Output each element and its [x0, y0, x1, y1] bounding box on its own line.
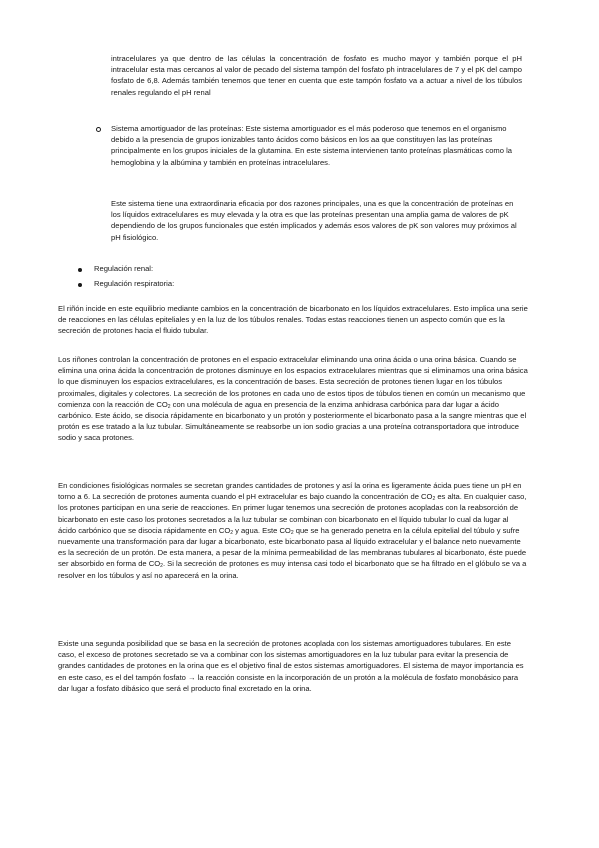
- paragraph-kidney: [58, 303, 528, 337]
- paragraph-text: Este sistema tiene una extraordinaria eficacia por dos razones principales, una es que la concentración de proteínas en los líquidos extracelulares es muy elevada y la otra es que las proteínas presentan una amplia gama de valores de pK dependiendo de los grupos funcionales que estén implicados y además esos valores de pK son valores muy próximos al pH fisiológico.: [111, 199, 517, 242]
- paragraph-kidneys-control: [58, 354, 528, 444]
- list-item-text: Sistema amortiguador de las proteínas: Este sistema amortiguador es el más poderoso que tenemos en el organismo debido a la presencia de grupos ionizables tanto ácidos como básicos en los aa que constituyen las las proteínas principalmente en los grupos iniciales de la glutamina. En este sistema intervienen tanto proteínas plasmáticas como la hemoglobina y la albúmina y también en proteínas intracelulares.: [111, 124, 512, 167]
- list-item-text: Regulación respiratoria:: [94, 279, 175, 288]
- bullet-icon: [78, 283, 82, 287]
- hollow-bullet-icon: [96, 127, 101, 132]
- bullet-icon: [78, 268, 82, 272]
- paragraph-protein-efficacy: [111, 198, 521, 243]
- paragraph-text: El riñón incide en este equilibrio mediante cambios en la concentración de bicarbonato en los líquidos extracelulares. Esto implica una serie de reacciones en las células epiteliales y en la luz de los túbulos renales. Todas estas reacciones tienen un aspecto común que es la secreción de protones hacia el fluido tubular.: [58, 304, 528, 336]
- list-item-text: Regulación renal:: [94, 264, 154, 273]
- paragraph-second-possibility: [58, 638, 528, 694]
- paragraph-text: Los riñones controlan la concentración de protones en el espacio extracelular eliminando una orina ácida o una orina básica. Cuando se elimina una orina ácida la concentración de protones disminuye en los espacios extracelulares mientras que si eliminamos una orina básica lo que disminuyen los espacios extracelulares, es la concentración de bases. Esta secreción de protones tienen lugar en los túbulos proximales, digitales y colectores. La secreción de los protones en cada uno de estos tipos de túbulos tienen en común un mecanismo que comienza con la reacción de $CO_2$ con una molécula de agua en presencia de la enzima anhidrasa carbónica para dar lugar a ácido carbónico. Este ácido, se disocia rápidamente en bicarbonato y un protón y posteriormente el bicarbonato pasa a la sangre mientras que el protón es ese tratado a la luz tubular. Simultáneamente se reabsorbe un ion sodio gracias a una proteína cotransportadora que introduce sodio y saca protones.: [58, 355, 528, 443]
- list-item-respiratory: [94, 278, 394, 289]
- list-item-protein-buffer: [111, 123, 521, 168]
- paragraph-text: intracelulares ya que dentro de las células la concentración de fosfato es mucho mayor y también porque el pH intracelular esta mas cercanos al valor de pecado del sistema tampón del fosfato ph intracelulares de 7 y el pK del campo fosfato de 6,8. Además también tenemos que tener en cuenta que este tampón fosfato va a actuar a nivel de los túbulos renales regulando el pH renal: [111, 54, 522, 97]
- paragraph-physiological-conditions: [58, 480, 528, 581]
- paragraph-text: En condiciones fisiológicas normales se secretan grandes cantidades de protones y así la orina es ligeramente ácida pues tiene un pH en torno a 6. La secreción de protones aumenta cuando el pH extracelular es bajo cuando la concentración de $CO_2$ es alta. En cualquier caso, los protones participan en una serie de reacciones. En primer lugar tenemos una secreción de protones acopladas con la reabsorción de bicarbonato en este caso los protones secretados a la luz tubular se combinan con bicarbonato en el líquido tubular lo cual da lugar al ácido carbónico que se disocia rápidamente en $CO_2$ y agua. Este $CO_2$ que se ha generado penetra en la célula epitelial del túbulo y sufre nuevamente una transformación para dar lugar a bicarbonato, este bicarbonato pasa al líquido extracelular y el balance neto nuevamente es la secreción de un protón. De esta manera, a pesar de la mínima permeabilidad de las membranas tubulares al bicarbonato, éste puede ser absorbido en forma de $CO_2$. Si la secreción de protones es muy intensa casi todo el bicarbonato que se ha filtrado en el glóbulo se va a resolver en los túbulos y así no aparecerá en la orina.: [58, 481, 527, 580]
- list-item-renal: [94, 263, 394, 274]
- paragraph-phosphate-buffer: [111, 53, 522, 98]
- paragraph-text: Existe una segunda posibilidad que se basa en la secreción de protones acoplada con los sistemas amortiguadores tubulares. En este caso, el exceso de protones secretado se va a combinar con los sistemas amortiguadores en la luz tubular para evitar la presencia de grandes cantidades de protones en la orina que es el objetivo final de estos sistemas amortiguadores. El sistema de mayor importancia es en este caso, es el del tampón fosfato → la reacción consiste en la incorporación de un protón a la molécula de fosfato monobásico para dar lugar a fosfato dibásico que será el producto final excretado en la orina.: [58, 639, 524, 693]
